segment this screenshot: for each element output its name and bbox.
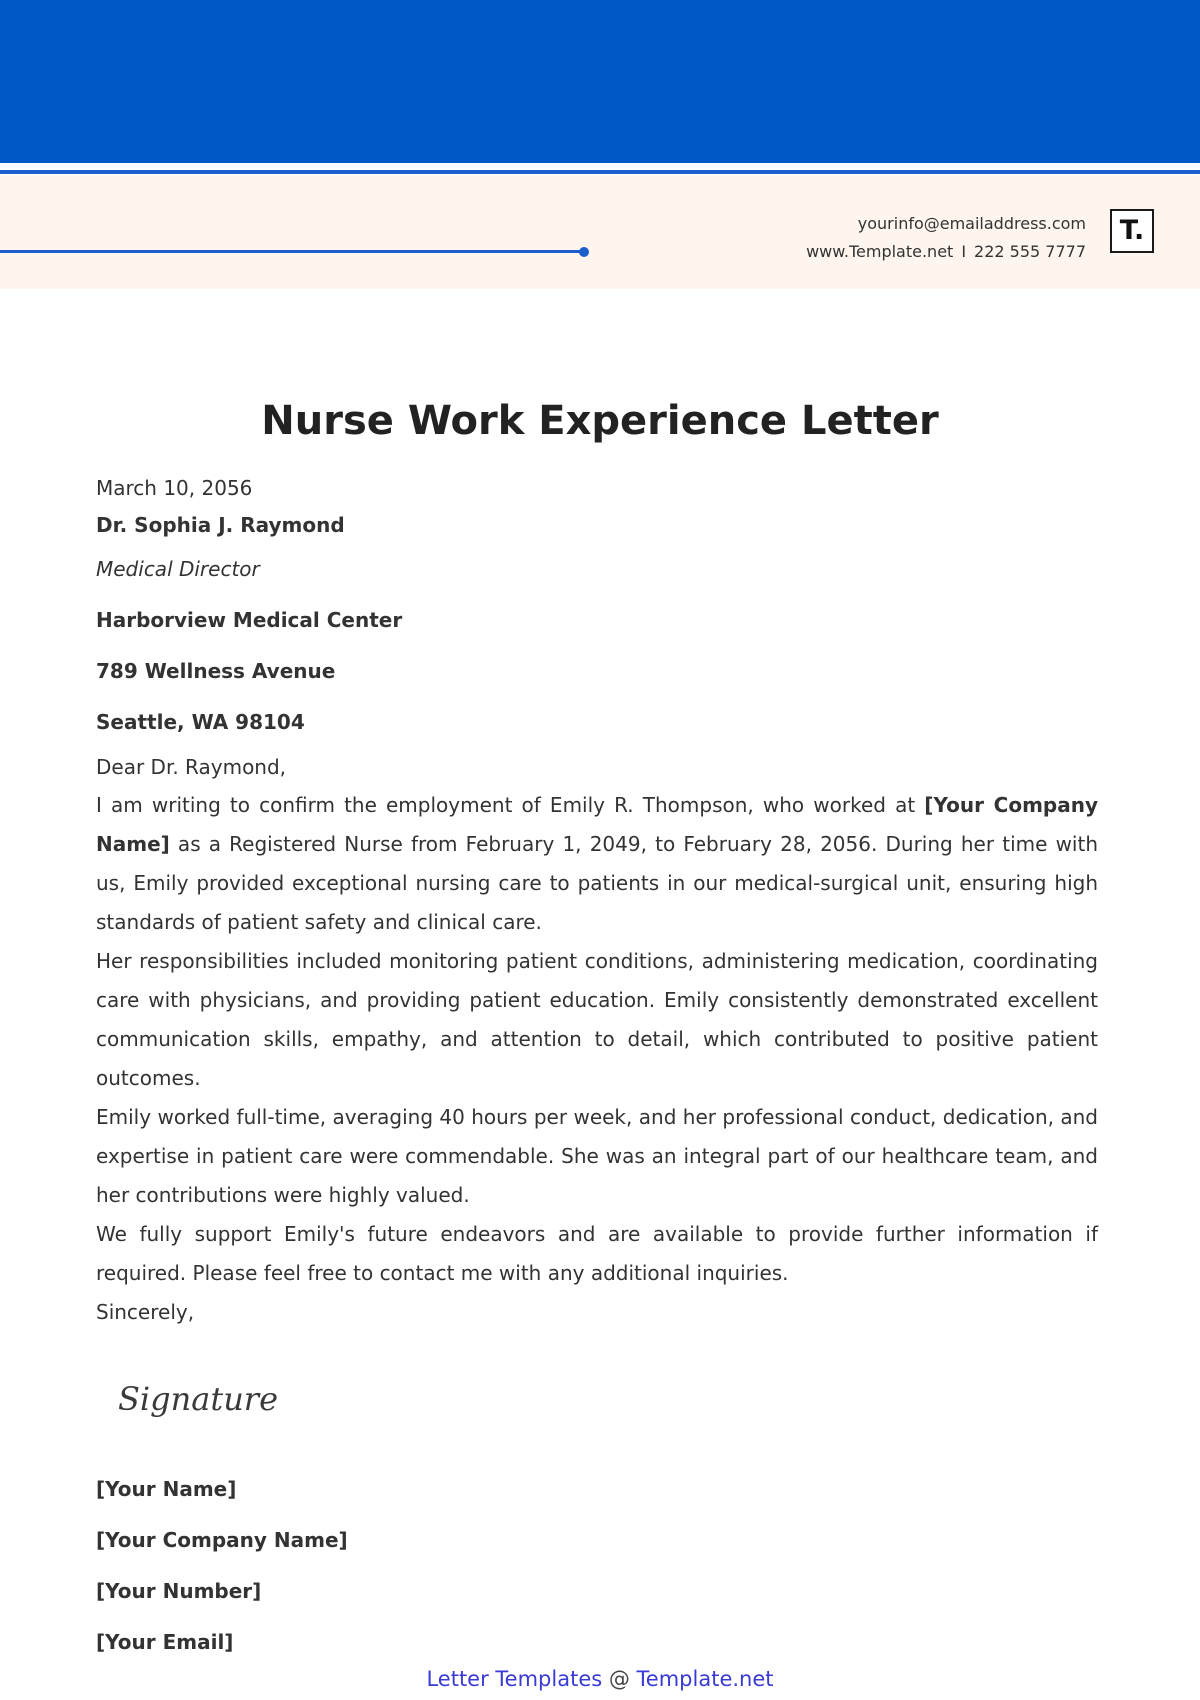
- header-color-band: [0, 0, 1200, 163]
- company-name-placeholder: [Your Company Name]: [96, 793, 1098, 856]
- header-accent-line: [0, 170, 1200, 174]
- footer-at: @: [602, 1667, 637, 1691]
- sender-name: [Your Name]: [96, 1477, 237, 1501]
- contact-web-phone: [806, 238, 1086, 266]
- recipient-name: Dr. Sophia J. Raymond: [96, 513, 345, 537]
- template-logo-icon: T.: [1110, 209, 1154, 253]
- signature: Signature: [118, 1380, 279, 1418]
- paragraph-support: We fully support Emily's future endeavors and are available to provide further information if required. Please feel free to contact me with any additional inquiries.: [96, 1222, 1098, 1285]
- contact-phone: 222 555 7777: [974, 242, 1086, 261]
- paragraph-employment-rest: as a Registered Nurse from February 1, 2049, to February 28, 2056. During her time with us, Emily provided exceptional nursing care to patients in our medical-surgical unit, ensuring high standards of patient safety and clinical care.: [96, 832, 1098, 934]
- paragraph-employment: [96, 786, 1098, 942]
- recipient-city-state-zip: Seattle, WA 98104: [96, 710, 305, 734]
- paragraph-work-hours: Emily worked full-time, averaging 40 hours per week, and her professional conduct, dedication, and expertise in patient care were commendable. She was an integral part of our healthcare team, and her contributions were highly valued.: [96, 1105, 1098, 1207]
- footer-letter-templates-link[interactable]: Letter Templates: [426, 1667, 603, 1691]
- paragraph-employment-lead: I am writing to confirm the employment of Emily R. Thompson, who worked at: [96, 793, 925, 817]
- sender-number: [Your Number]: [96, 1579, 262, 1603]
- closing: Sincerely,: [96, 1300, 195, 1324]
- contact-separator: I: [961, 242, 967, 261]
- header-decorative-dot: [579, 247, 589, 257]
- letter-date: March 10, 2056: [96, 476, 253, 500]
- recipient-organization: Harborview Medical Center: [96, 608, 403, 632]
- sender-company: [Your Company Name]: [96, 1528, 348, 1552]
- recipient-street: 789 Wellness Avenue: [96, 659, 336, 683]
- sender-email: [Your Email]: [96, 1630, 234, 1654]
- footer-template-net-link[interactable]: Template.net: [636, 1667, 774, 1691]
- contact-website: www.Template.net: [806, 242, 954, 261]
- salutation: Dear Dr. Raymond,: [96, 755, 287, 779]
- recipient-title: Medical Director: [96, 557, 260, 581]
- letter-body: [96, 470, 1098, 1668]
- contact-email: yourinfo@emailaddress.com: [857, 214, 1086, 233]
- footer: [0, 1664, 1200, 1694]
- page-title: Nurse Work Experience Letter: [261, 398, 939, 444]
- recipient-details: [96, 544, 1098, 748]
- header-decorative-rule: [0, 250, 583, 253]
- sender-details: [96, 1464, 1098, 1668]
- paragraph-responsibilities: Her responsibilities included monitoring patient conditions, administering medication, coordinating care with physicians, and providing patient education. Emily consistently demonstrated excellent communication skills, empathy, and attention to detail, which contributed to positive patient outcomes.: [96, 949, 1098, 1090]
- header-contact: [806, 210, 1086, 266]
